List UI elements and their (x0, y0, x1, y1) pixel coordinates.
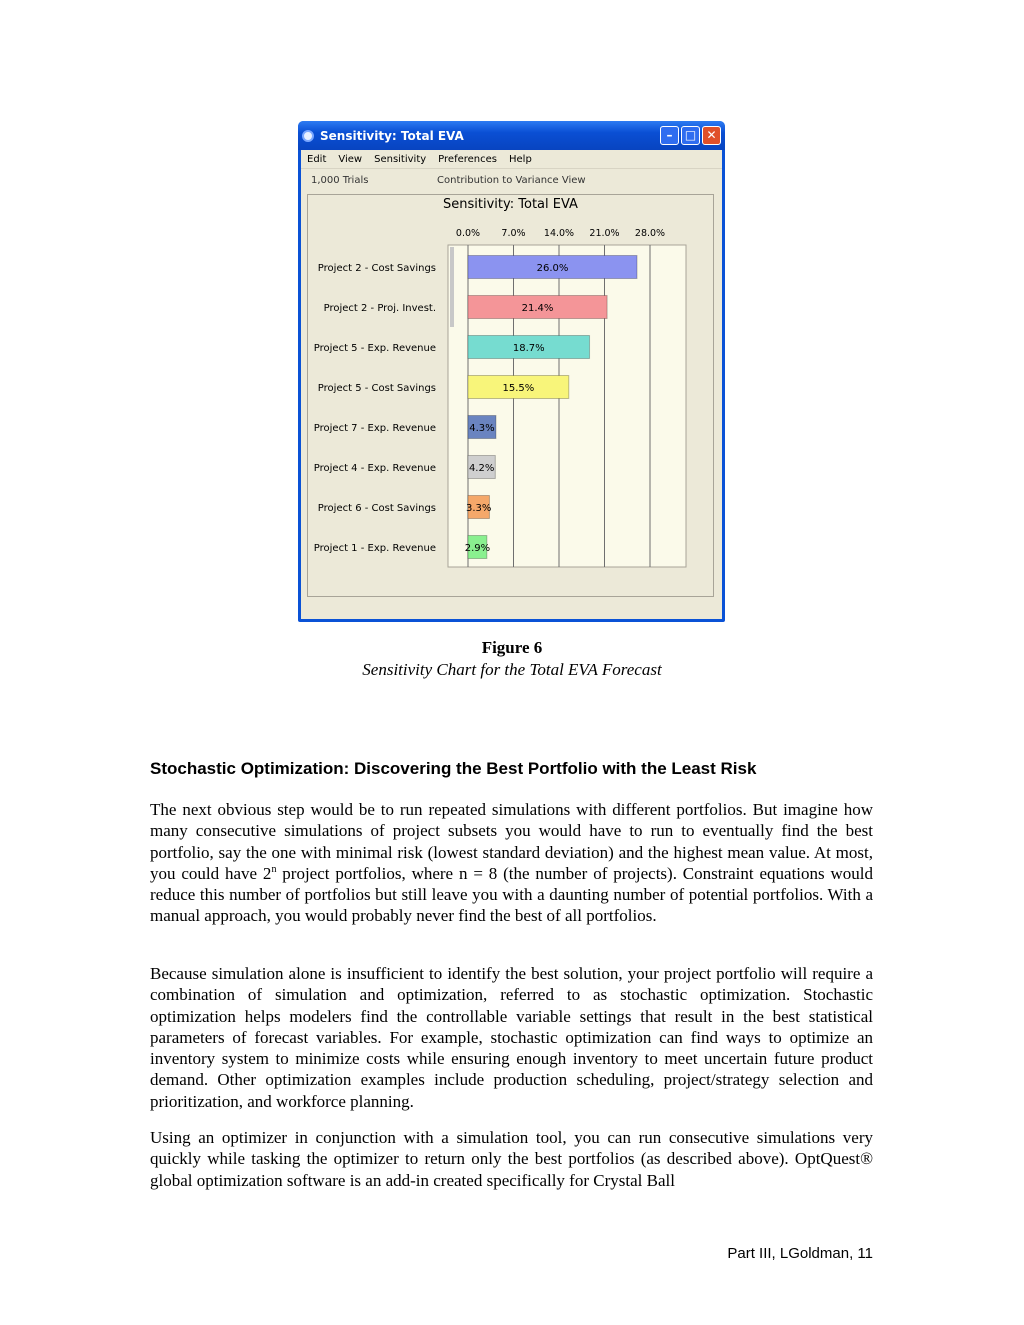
category-label: Project 1 - Exp. Revenue (313, 543, 436, 554)
menu-preferences[interactable]: Preferences (438, 153, 497, 165)
menu-sensitivity[interactable]: Sensitivity (374, 153, 427, 165)
data-label: 4.3% (469, 423, 495, 434)
maximize-button[interactable] (681, 126, 700, 145)
category-label: Project 5 - Cost Savings (317, 383, 436, 394)
minimize-button[interactable] (660, 126, 679, 145)
minimize-icon: – (666, 128, 673, 142)
view-name: Contribution to Variance View (437, 174, 586, 186)
category-label: Project 4 - Exp. Revenue (313, 463, 436, 474)
data-label: 21.4% (521, 303, 554, 314)
category-label: Project 2 - Cost Savings (317, 263, 436, 274)
plot-scrollbar (450, 247, 454, 327)
maximize-icon: □ (684, 128, 697, 142)
info-bar (301, 169, 722, 191)
sensitivity-chart (308, 195, 713, 575)
close-button[interactable] (702, 126, 721, 145)
menu-edit[interactable]: Edit (307, 153, 327, 165)
close-icon: ✕ (706, 128, 717, 142)
menu-bar (301, 150, 722, 169)
category-label: Project 5 - Exp. Revenue (313, 343, 436, 354)
section-heading: Stochastic Optimization: Discovering the Best Portfolio with the Least Risk (150, 759, 757, 778)
x-tick-label: 28.0% (634, 228, 666, 239)
superscript-n: n (271, 863, 277, 875)
page-footer: Part III, LGoldman, 11 (727, 1245, 873, 1262)
chart-frame (307, 194, 714, 597)
paragraph-1-part-a: The next obvious step would be to run repeated simulations with different portfolios. But imagine how many consecutive simulations of project subsets you would have to run to eventually find the best portfolio, say the one with minimal risk (lowest standard deviation) and the highest mean value. At most, you could have 2 (150, 800, 873, 883)
data-label: 4.2% (468, 463, 495, 474)
paragraph-3: Using an optimizer in conjunction with a simulation tool, you can run consecutive simulations very quickly while tasking the optimizer to return only the best portfolios (as described above). OptQuest® global optimization software is an add-in created specifically for Crystal Ball (150, 1128, 873, 1190)
window-client (301, 150, 722, 619)
figure-label: Figure 6 (481, 638, 543, 657)
category-label: Project 6 - Cost Savings (317, 503, 436, 514)
x-tick-label: 21.0% (589, 228, 620, 239)
menu-help[interactable]: Help (509, 153, 532, 165)
data-label: 26.0% (536, 263, 569, 274)
x-tick-label: 0.0% (455, 228, 481, 239)
paragraph-1 (150, 799, 873, 927)
x-tick-label: 14.0% (543, 228, 575, 239)
data-label: 3.3% (466, 503, 492, 514)
data-label: 18.7% (512, 343, 545, 354)
title-bar[interactable] (298, 121, 725, 150)
menu-view[interactable]: View (338, 153, 363, 165)
chart-title: Sensitivity: Total EVA (443, 197, 578, 212)
data-label: 15.5% (502, 383, 535, 394)
paragraph-2: Because simulation alone is insufficient to identify the best solution, your project portfolio will require a combination of simulation and optimization, referred to as stochastic optimization. Stochastic optimization helps modelers find the controllable variable settings that result in the best statistical parameters of forecast variables. For example, stochastic optimization can find ways to optimize an inventory system to minimize costs while ensuring enough inventory to meet uncertain future product demand. Other optimization examples include production scheduling, project/strategy selection and prioritization, and workforce planning. (150, 964, 873, 1111)
trials-count: 1,000 Trials (311, 174, 369, 186)
app-icon (302, 130, 314, 142)
category-label: Project 2 - Proj. Invest. (323, 303, 436, 314)
figure-caption: Sensitivity Chart for the Total EVA Forecast (362, 660, 662, 679)
x-tick-label: 7.0% (501, 228, 526, 239)
window-title: Sensitivity: Total EVA (320, 128, 464, 143)
data-label: 2.9% (464, 543, 491, 554)
paragraph-1-part-b: project portfolios, where n = 8 (the number of projects). Constraint equations would reduce this number of portfolios but still leave you with a daunting number of potential portfolios. With a manual approach, you would probably never find the best of all portfolios. (150, 863, 873, 926)
category-label: Project 7 - Exp. Revenue (313, 423, 436, 434)
sensitivity-window (298, 121, 725, 622)
